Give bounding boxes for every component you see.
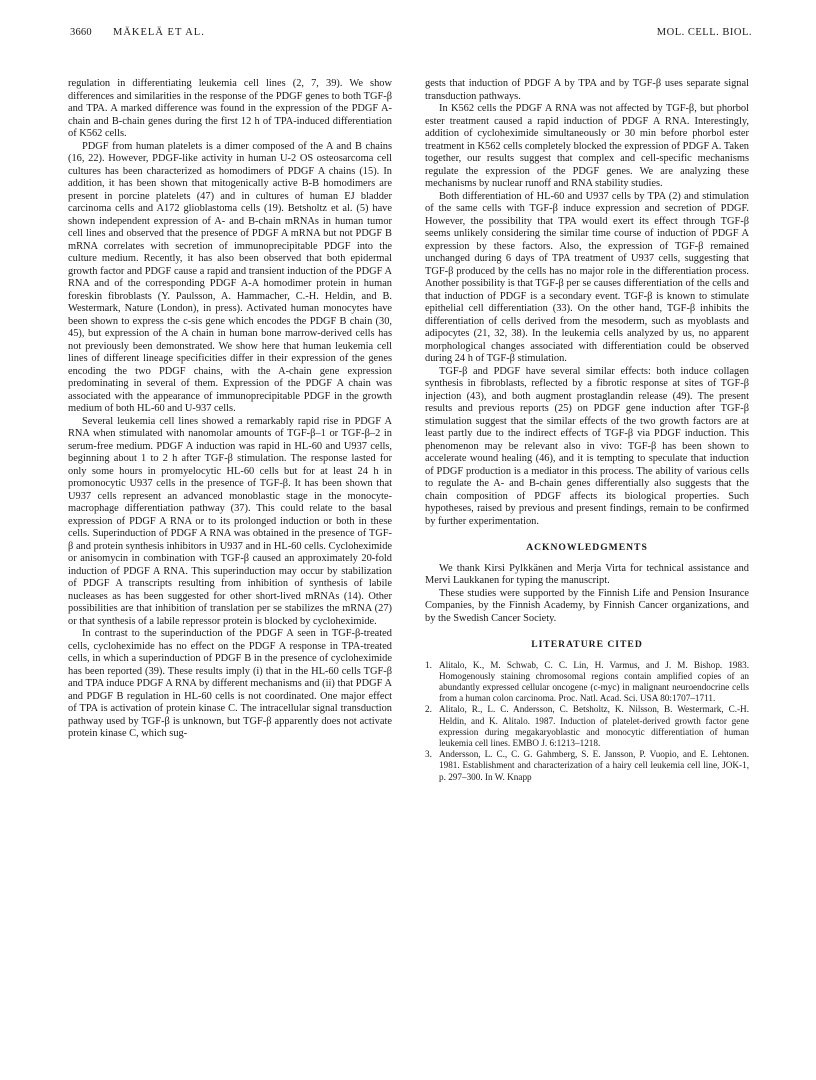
reference-number: 2.: [425, 704, 432, 715]
literature-cited-heading: LITERATURE CITED: [531, 639, 643, 650]
journal-name: MOL. CELL. BIOL.: [656, 27, 752, 38]
running-header: [70, 27, 752, 45]
reference-number: 3.: [425, 749, 432, 760]
reference-list: [425, 660, 749, 783]
reference-number: 1.: [425, 659, 432, 670]
body-paragraph: PDGF from human platelets is a dimer composed of the A and B chains (16, 22). However, PDGF-like activity in human U-2 OS osteosarcoma cell cultures has been characterized as homodimers of PDGF A chains (15). In addition, it has been shown that mitogenically active B-B homodimers are present in porcine platelets (47) and in cultures of human EJ bladder carcinoma cells and A172 glioblastoma cells (19). Betsholtz et al. (5) have shown independent expression of A- and B-chain mRNAs in human tumor cell lines and observed that the presence of PDGF A mRNA but not PDGF B mRNA correlates with secretion of immunoprecipitable PDGF into the culture medium. Recently, it has also been observed that both epidermal growth factor and PDGF cause a rapid and transient induction of the PDGF A RNA and of the corresponding PDGF A-A homodimer protein in human foreskin fibroblasts (Y. Paulsson, A. Hammacher, C.-H. Heldin, and B. Westermark, Nature (London), in press). Activated human monocytes have been shown to express the c-sis gene which encodes the PDGF B chain (30, 45), but expression of the A chain in human bone marrow-derived cells has not previously been demonstrated. We show here that human leukemia cell lines of different lineage specificities differ in their expression of the genes encoding the two PDGF chains, with the A-chain gene expression predominating in several of them. Expression of the PDGF A chain was associated with the appearance of immunoprecipitable PDGF in the growth medium of both HL-60 and U-937 cells.: [68, 140, 392, 414]
body-paragraph: regulation in differentiating leukemia cell lines (2, 7, 39). We show differences and similarities in the response of the PDGF genes to both TGF-β and TPA. A marked difference was found in the expression of the PDGF A-chain and B-chain genes during the first 12 h of TPA-induced differentiation of K562 cells.: [68, 78, 392, 139]
acknowledgments-heading: ACKNOWLEDGMENTS: [526, 542, 648, 553]
body-paragraph: In contrast to the superinduction of the PDGF A seen in TGF-β-treated cells, cycloheximide has no effect on the PDGF A response in TPA-treated cells, in which a superinduction of PDGF B in the presence of cycloheximide has been reported (39). These results imply (i) that in the HL-60 cells TGF-β and TPA induce PDGF A RNA by different mechanisms and (ii) that PDGF A and PDGF B regulation in HL-60 cells is not coordinated. One major effect of TPA is activation of protein kinase C. The intracellular signal transduction pathway used by TGF-β is unknown, but TGF-β apparently does not activate protein kinase C, which sug-: [68, 628, 392, 739]
reference-entry: [425, 749, 749, 783]
reference-entry: [425, 660, 749, 705]
acknowledgment-paragraph: We thank Kirsi Pylkkänen and Merja Virta for technical assistance and Mervi Laukkanen for typing the manuscript.: [425, 562, 749, 586]
body-paragraph: TGF-β and PDGF have several similar effects: both induce collagen synthesis in fibroblasts, reflected by a fibrotic response at sites of TGF-β injection (43), and both augment prostaglandin release (49). The present results and previous reports (25) on PDGF gene induction after TGF-β stimulation suggest that the similar effects of the two growth factors are at least partly due to the indirect effects of TGF-β via PDGF induction. This phenomenon may be relevant also in vivo: TGF-β has been shown to accelerate wound healing (46), and it is tempting to speculate that induction of PDGF production is a mediator in this process. The ability of various cells to regulate the A- and B-chain genes differentially also suggests that the chain composition of PDGF affects its biological properties. Such hypotheses, raised by previous and present findings, remain to be confirmed by further experimentation.: [425, 365, 749, 527]
body-paragraph: Both differentiation of HL-60 and U937 cells by TPA (2) and stimulation of the same cells with TGF-β induce expression and secretion of PDGF. However, the possibility that TPA would exert its effect through TGF-β seems unlikely considering the similar time course of induction of PDGF A expression by these factors. Also, the expression of TGF-β remained unchanged during 6 days of TPA treatment of U937 cells, suggesting that TGF-β produced by the cells has no major role in the differentiation process. Another possibility is that TGF-β per se causes differentiation of the cells and that induction of PDGF is a secondary event. TGF-β is known to stimulate epithelial cell differentiation (33). On the other hand, TGF-β inhibits the differentiation of cells derived from the mesoderm, such as myoblasts and adipocytes (21, 32, 38). In the leukemia cells analyzed by us, no apparent morphological changes associated with differentiation could be observed during 24 h of TGF-β stimulation.: [425, 190, 749, 364]
reference-text: Andersson, L. C., C. G. Gahmberg, S. E. Jansson, P. Vuopio, and E. Lehtonen. 1981. Establishment and characterization of a hairy cell leukemia cell line, JOK-1, p. 297–300. In W. Knapp: [439, 749, 749, 782]
body-paragraph: Several leukemia cell lines showed a remarkably rapid rise in PDGF A RNA when stimulated with nanomolar amounts of TGF-β–1 or TGF-β–2 in serum-free medium. PDGF A induction was rapid in HL-60 and U937 cells, beginning about 1 to 2 h after TGF-β stimulation. The response lasted for only some hours in promyelocytic HL-60 cells but for at least 24 h in promonocytic U937 cells in the presence of TGF-β. It has been shown that U937 cells represent an advanced monoblastic stage in the monocyte-macrophage differentiation pathway (37). This could relate to the basal expression of PDGF A RNA or to its prolonged induction or both in these cells. Superinduction of PDGF A RNA was obtained in the presence of TGF-β and protein synthesis inhibitors in U937 and in HL-60 cells. Cycloheximide or anisomycin in combination with TGF-β caused an approximately 20-fold induction of PDGF A RNA. This superinduction may occur by stabilization of PDGF A transcripts resulting from inhibition of synthesis of labile nucleases as has been suggested for other short-lived mRNAs (14). Other possibilities are that inhibition of translation per se stabilizes the mRNA (27) or that synthesis of a labile repressor protein is blocked by cycloheximide.: [68, 415, 392, 627]
reference-entry: [425, 704, 749, 749]
page-number: 3660: [70, 27, 92, 38]
acknowledgment-paragraph: These studies were supported by the Finnish Life and Pension Insurance Companies, by the Finnish Academy, by Finnish Cancer organizations, and by the Swedish Cancer Society.: [425, 587, 749, 624]
body-paragraph: gests that induction of PDGF A by TPA and by TGF-β uses separate signal transduction pathways.: [425, 78, 749, 102]
reference-text: Alitalo, R., L. C. Andersson, C. Betsholtz, K. Nilsson, B. Westermark, C.-H. Heldin, and K. Alitalo. 1987. Induction of platelet-derived growth factor gene expression during megakaryoblastic and monocytic differentiation of human leukemia cell lines. EMBO J. 6:1213–1218.: [439, 704, 749, 748]
body-paragraph: In K562 cells the PDGF A RNA was not affected by TGF-β, but phorbol ester treatment caused a rapid induction of PDGF A RNA. Interestingly, addition of cycloheximide simultaneously or 30 min before phorbol ester treatment in K562 cells completely blocked the expression of PDGF A. Taken together, our results suggest that complex and cell-specific mechanisms regulate the expression of the PDGF genes. We are analyzing these mechanisms by nuclear runoff and RNA stability studies.: [425, 103, 750, 189]
reference-text: Alitalo, K., M. Schwab, C. C. Lin, H. Varmus, and J. M. Bishop. 1983. Homogenously staining chromosomal regions contain amplified copies of an abundantly expressed cellular oncogene (c-myc) in malignant neuroendocrine cells from a human colon carcinoma. Proc. Natl. Acad. Sci. USA 80:1707–1711.: [439, 659, 749, 704]
running-authors: MÄKELÄ ET AL.: [113, 27, 205, 38]
left-column: [68, 78, 392, 741]
right-column: [425, 78, 749, 783]
